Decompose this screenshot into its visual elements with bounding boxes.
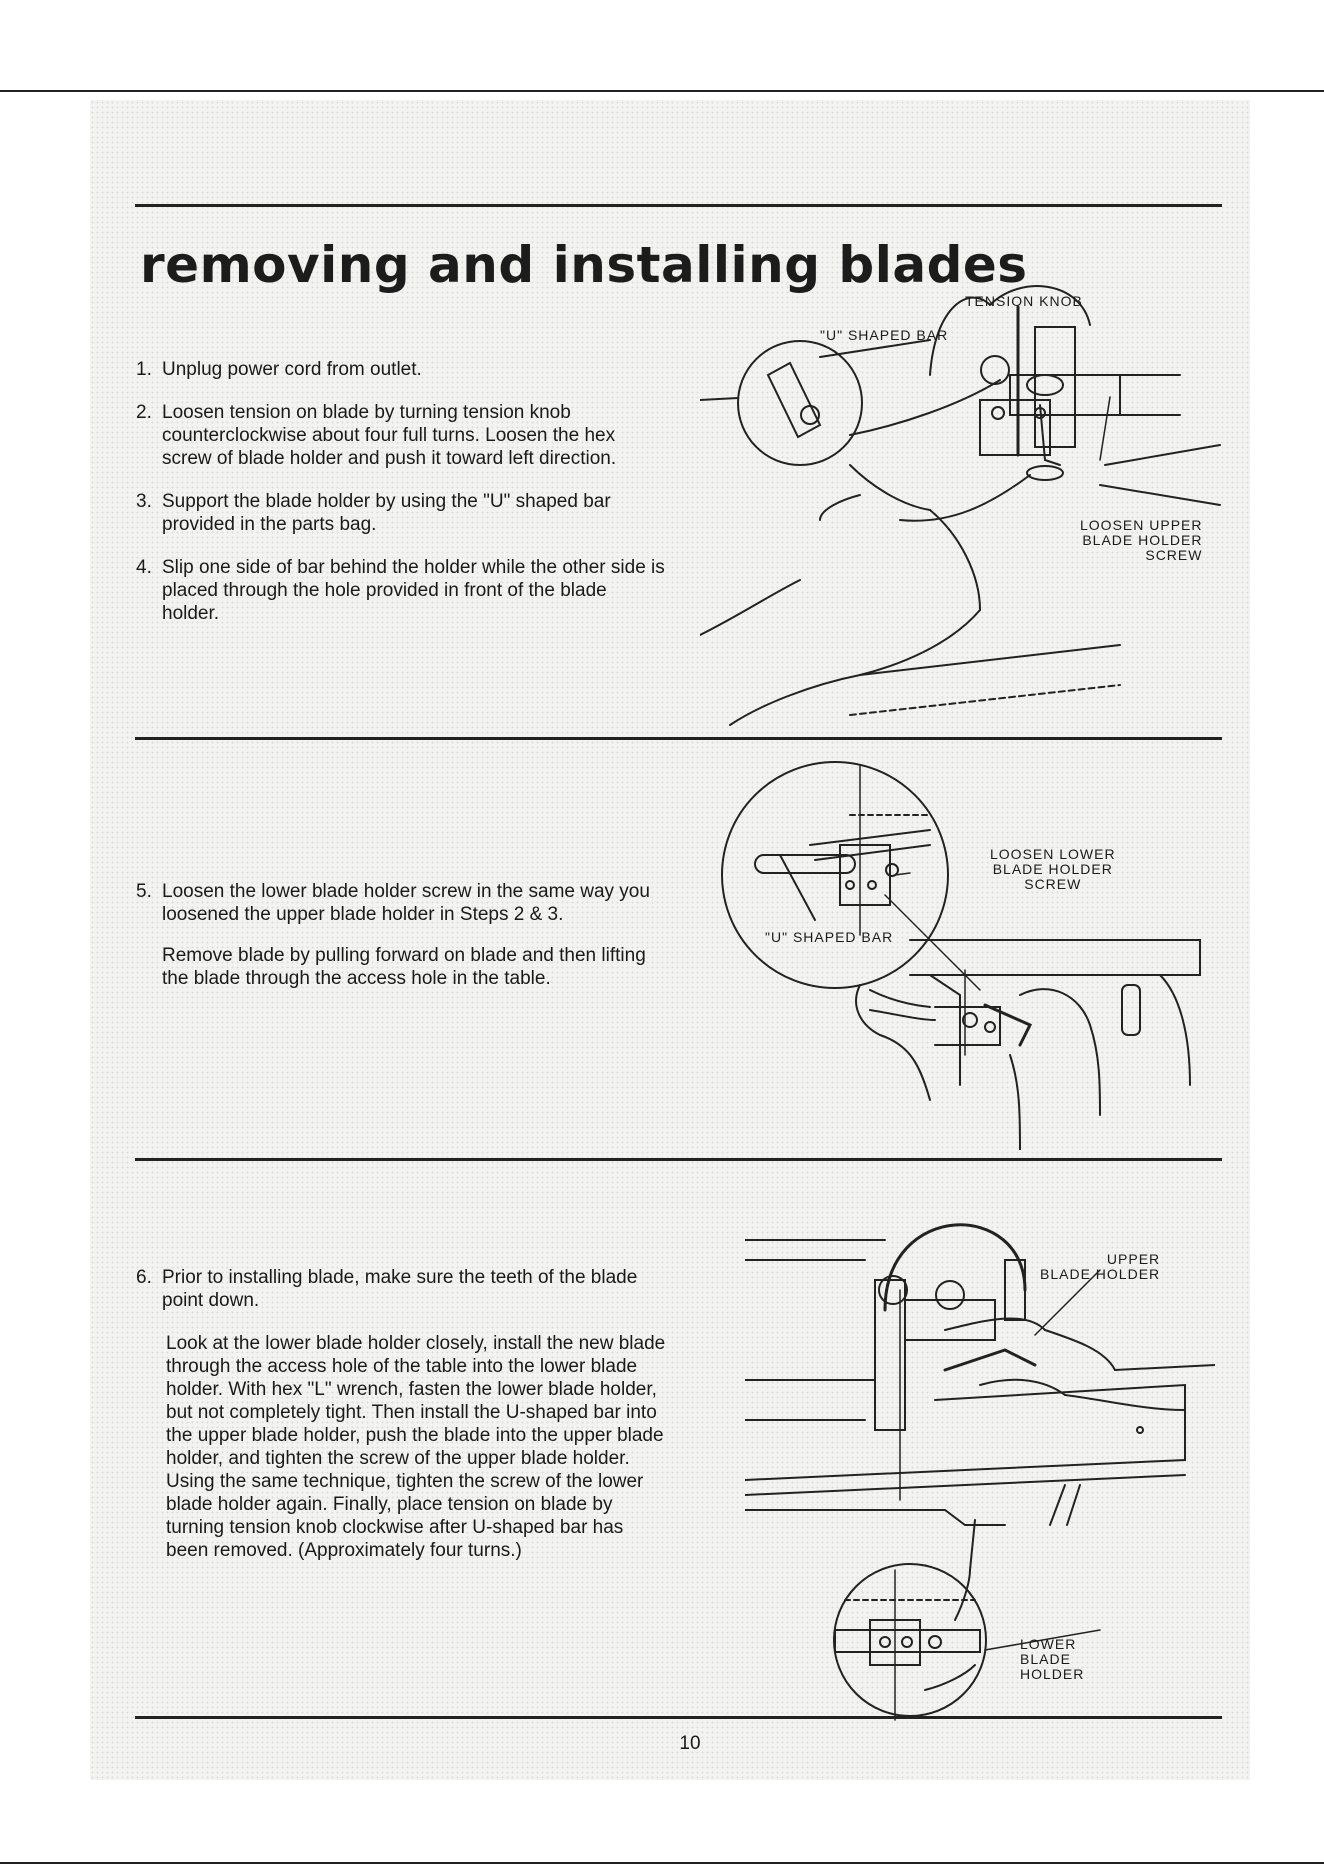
page-title: removing and installing blades [140,236,1028,294]
step-number: 3. [136,491,152,512]
tension-knob-label: TENSION KNOB [965,293,1083,309]
step-4 [136,556,666,625]
lower-blade-holder-label: LOWER BLADE HOLDER [1020,1636,1085,1682]
lower-blade-holder-illustration [720,755,1210,1150]
section-1-instructions [136,358,666,645]
page-number: 10 [679,1733,701,1754]
section-3-instructions [136,1266,666,1562]
step-number: 4. [136,557,152,578]
step-5-text: Loosen the lower blade holder screw in the same way you loosened the upper blade holder in Steps 2 & 3. [162,881,650,925]
u-shaped-bar-label-2: "U" SHAPED BAR [765,929,894,945]
step-number: 6. [136,1267,152,1288]
step-5-remove-blade-text: Remove blade by pulling forward on blade and then lifting the blade through the access hole in the table. [162,945,646,989]
step-2 [136,401,666,470]
step-text [162,880,666,990]
step-1 [136,358,666,381]
step-3 [136,490,666,536]
step-number: 1. [136,359,152,380]
upper-blade-holder-illustration [700,265,1230,730]
scan-bottom-border [0,1862,1324,1864]
install-blade-paragraph: Look at the lower blade holder closely, install the new blade through the access hole of the table into the lower blade holder. With hex "L" wrench, fasten the lower blade holder, but not completely tight. Then install the U-shaped bar into the upper blade holder, push the blade into the upper blade holder, and tighten the screw of the upper blade holder. Using the same technique, tighten the screw of the lower blade holder again. Finally, place tension on blade by turning tension knob clockwise after U-shaped bar has been removed. (Approximately four turns.) [166,1333,666,1561]
upper-blade-holder-label: UPPER BLADE HOLDER [1040,1251,1161,1282]
scan-top-border [0,90,1324,92]
step-text: Slip one side of bar behind the holder while the other side is placed through the hole provided in front of the blade holder. [162,557,665,624]
step-text: Support the blade holder by using the "U" shaped bar provided in the parts bag. [162,491,611,535]
step-text: Unplug power cord from outlet. [162,359,422,380]
loosen-lower-screw-label: LOOSEN LOWER BLADE HOLDER SCREW [990,846,1116,892]
step-number: 5. [136,881,152,902]
bottom-divider [135,1716,1222,1719]
step-5 [136,880,666,990]
loosen-upper-screw-label: LOOSEN UPPER BLADE HOLDER SCREW [1080,517,1203,563]
u-shaped-bar-label: "U" SHAPED BAR [820,327,949,343]
top-divider [135,204,1222,207]
step-text: Prior to installing blade, make sure the teeth of the blade point down. [162,1267,638,1311]
section-divider-1 [135,737,1222,740]
section-2-instructions [136,880,666,1010]
step-6 [136,1266,666,1312]
step-text: Loosen tension on blade by turning tension knob counterclockwise about four full turns. Loosen the hex screw of blade holder and push it toward left direction. [162,402,617,469]
step-number: 2. [136,402,152,423]
section-divider-2 [135,1158,1222,1161]
